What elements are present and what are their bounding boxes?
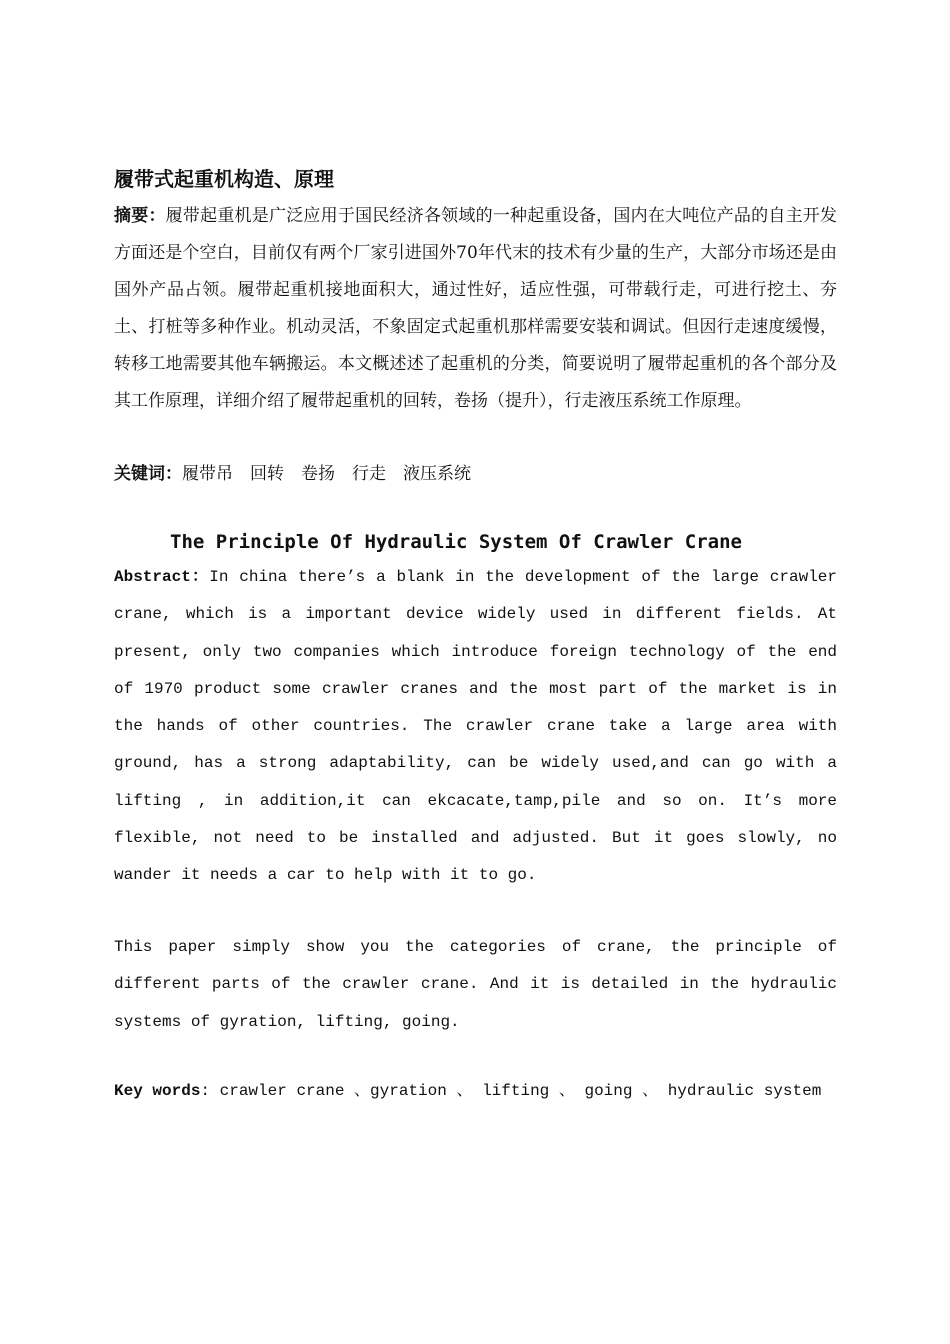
chinese-keyword: 回转 — [250, 464, 284, 484]
chinese-abstract — [114, 198, 837, 420]
english-keywords-text: : crawler crane 、gyration 、 lifting 、 going 、 hydraulic system — [200, 1082, 822, 1100]
english-keywords-label: Key words — [114, 1082, 201, 1100]
chinese-keyword: 行走 — [352, 464, 386, 484]
english-abstract-label: Abstract： — [114, 568, 210, 586]
chinese-keywords — [114, 456, 471, 493]
english-abstract-summary: This paper simply show you the categories of crane, the principle of different parts of the crawler crane. And it is detailed in the hydraulic systems of gyration, lifting, going. — [114, 938, 837, 1031]
chinese-keyword: 液压系统 — [403, 464, 471, 484]
english-abstract — [114, 559, 837, 895]
chinese-keyword: 卷扬 — [301, 464, 335, 484]
chinese-abstract-label: 摘要： — [114, 206, 166, 226]
english-title: The Principle Of Hydraulic System Of Crawler Crane — [170, 531, 742, 553]
english-keywords — [114, 1073, 837, 1110]
chinese-abstract-text: 履带起重机是广泛应用于国民经济各领域的一种起重设备，国内在大吨位产品的自主开发方面还是个空白，目前仅有两个厂家引进国外70年代末的技术有少量的生产，大部分市场还是由国外产品占领。履带起重机接地面积大，通过性好，适应性强，可带载行走，可进行挖土、夯土、打桩等多种作业。机动灵活，不象固定式起重机那样需要安装和调试。但因行走速度缓慢，转移工地需要其他车辆搬运。本文概述述了起重机的分类，简要说明了履带起重机的各个部分及其工作原理，详细介绍了履带起重机的回转，卷扬（提升），行走液压系统工作原理。 — [114, 206, 838, 411]
english-abstract-text: In china there’s a blank in the development of the large crawler crane, which is a important device widely used in different fields. At present, only two companies which introduce foreign technology of the end of 1970 product some crawler cranes and the most part of the market is in the hands of other countries. The crawler crane take a large area with ground, has a strong adaptability, can be widely used,and can go with a lifting , in addition,it can ekcacate,tamp,pile and so on. It’s more flexible, not need to be installed and adjusted. But it goes slowly, no wander it needs a car to help with it to go. — [114, 568, 837, 885]
chinese-title: 履带式起重机构造、原理 — [114, 167, 334, 191]
chinese-keyword: 履带吊 — [182, 464, 233, 484]
chinese-keywords-label: 关键词： — [114, 464, 182, 484]
